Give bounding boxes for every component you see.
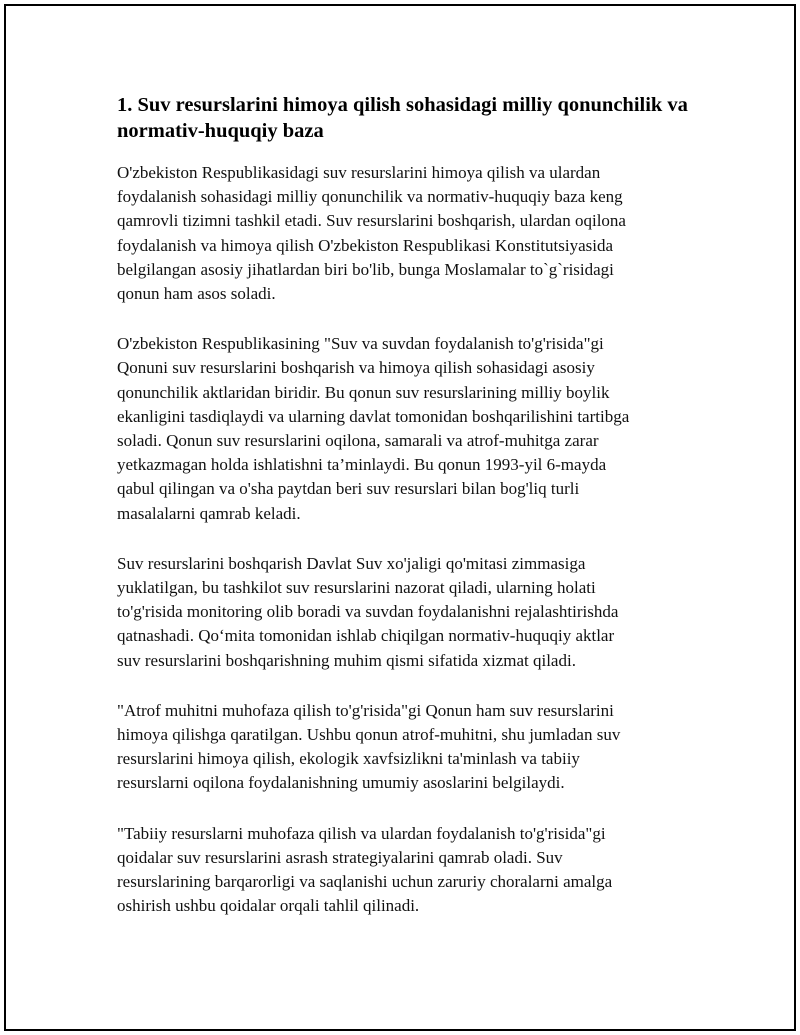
paragraph-5: "Tabiiy resurslarni muhofaza qilish va ulardan foydalanish to'g'risida"gi qoidalar suv resurslarini asrash strategiyalarini qamrab oladi. Suv resurslarining barqarorligi va saqlanishi uchun zaruriy choralarni amalga oshirish ushbu qoidalar orqali tahlil qilinadi. bbox=[117, 823, 613, 916]
paragraph-2: O'zbekiston Respublikasining "Suv va suvdan foydalanish to'g'risida"gi Qonuni suv resurslarini boshqarish va himoya qilish sohasidagi asosiy qonunchilik aktlaridan biridir. Bu qonun suv resurslarining milliy boylik ekanligini tasdiqlaydi va ularning davlat tomonidan boshqarilishini tartibga soladi. Qonun suv resurslarini oqilona, samarali va atrof-muhitga zarar yetkazmagan holda ishlatishni ta’minlaydi. Bu qonun 1993-yil 6-mayda qabul qilingan va o'sha paytdan beri suv resurslari bilan bog'liq turli masalalarni qamrab keladi. bbox=[117, 334, 630, 523]
paragraph-4: "Atrof muhitni muhofaza qilish to'g'risida"gi Qonun ham suv resurslarini himoya qilishga qaratilgan. Ushbu qonun atrof-muhitni, shu jumladan suv resurslarini himoya qilish, ekologik xavfsizlikni ta'minlash va tabiiy resurslarni oqilona foydalanishning umumiy asoslarini belgilaydi. bbox=[117, 700, 621, 793]
document-body bbox=[117, 92, 702, 944]
paragraph-3: Suv resurslarini boshqarish Davlat Suv xo'jaligi qo'mitasi zimmasiga yuklatilgan, bu tashkilot suv resurslarini nazorat qiladi, ularning holati to'g'risida monitoring olib boradi va suvdan foydalanishni rejalashtirishda qatnashadi. Qo‘mita tomonidan ishlab chiqilgan normativ-huquqiy aktlar suv resurslarini boshqarishning muhim qismi sifatida xizmat qiladi. bbox=[117, 553, 619, 670]
paragraph-1: O'zbekiston Respublikasidagi suv resurslarini himoya qilish va ulardan foydalanish sohasidagi milliy qonunchilik va normativ-huquqiy baza keng qamrovli tizimni tashkil etadi. Suv resurslarini boshqarish, ulardan oqilona foydalanish va himoya qilish O'zbekiston Respublikasi Konstitutsiyasida belgilangan asosiy jihatlardan biri bo'lib, bunga Moslamalar to`g`risidagi qonun ham asos soladi. bbox=[117, 163, 626, 304]
section-title: 1. Suv resurslarini himoya qilish sohasidagi milliy qonunchilik va normativ-huquqiy baza bbox=[117, 94, 688, 142]
